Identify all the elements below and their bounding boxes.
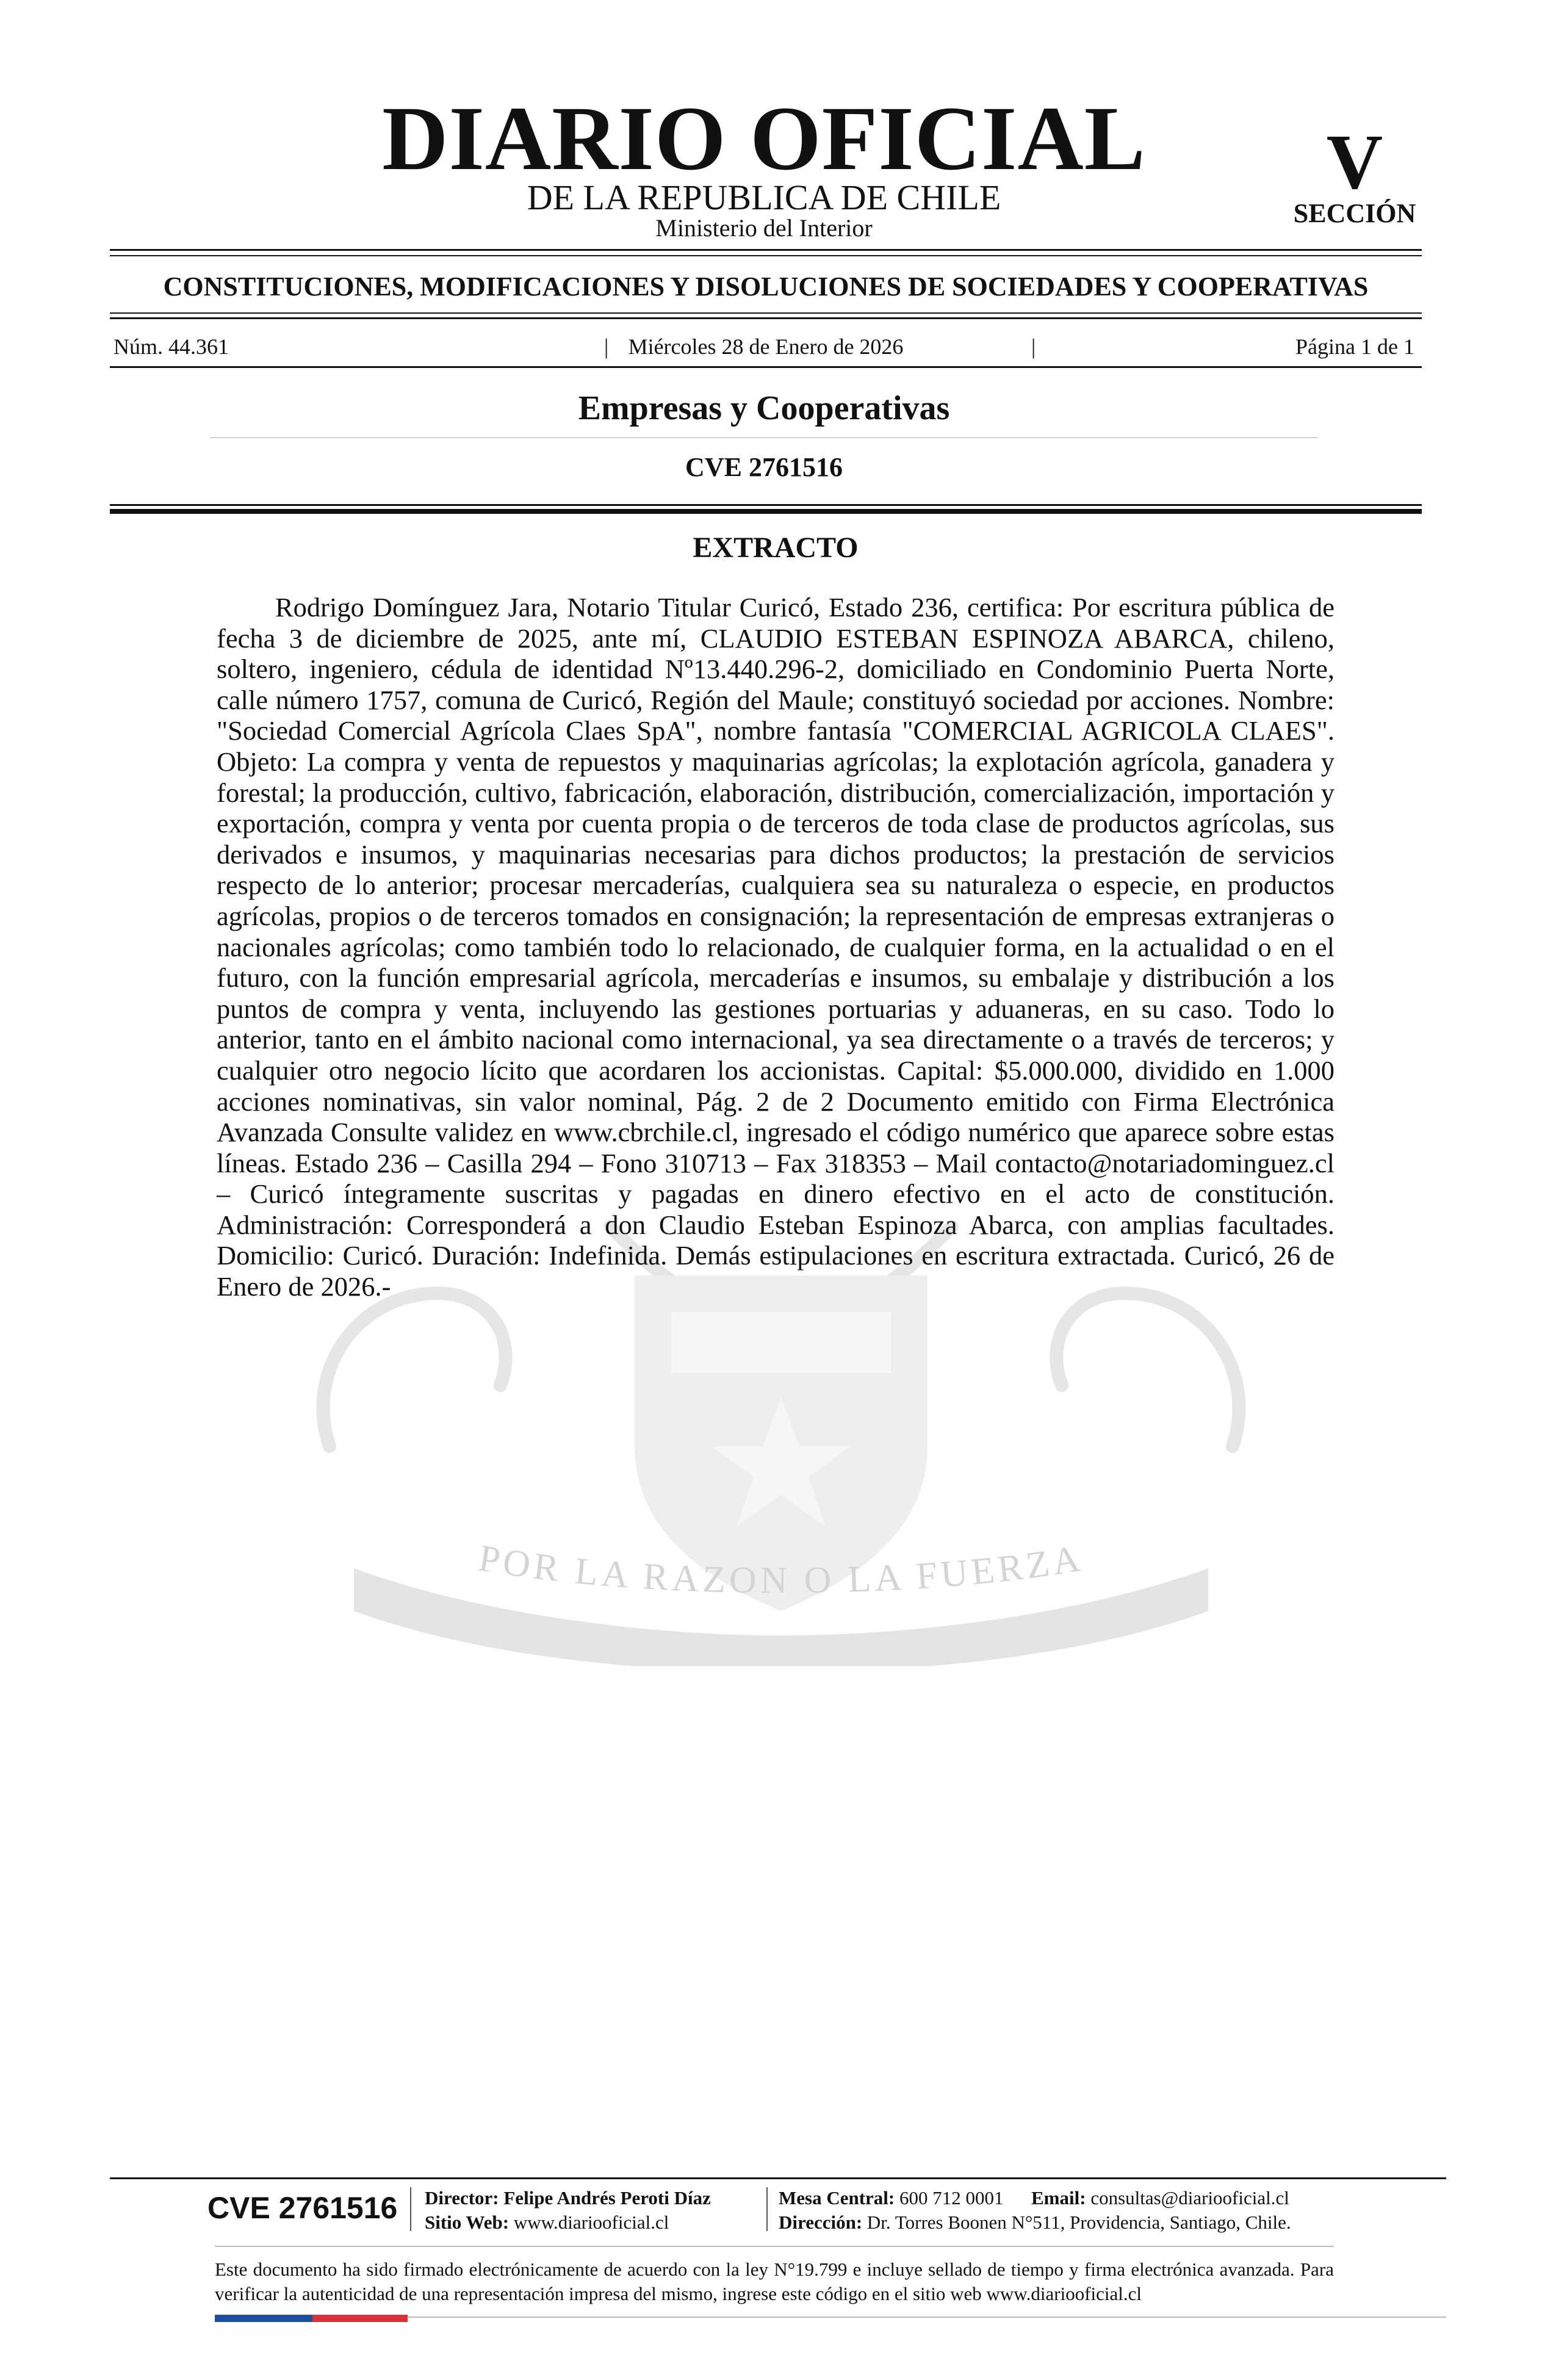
footer-director-label: Director: <box>425 2187 499 2209</box>
category-heading: CONSTITUCIONES, MODIFICACIONES Y DISOLUCIONES DE SOCIEDADES Y COOPERATIVAS <box>163 272 1369 301</box>
footer-address <box>779 2210 1291 2235</box>
footer-central-label: Mesa Central: <box>779 2187 895 2209</box>
footer-website <box>425 2210 669 2235</box>
masthead-rule <box>110 249 1422 251</box>
footer-divider <box>215 2246 1334 2247</box>
issue-page-count: Página 1 de 1 <box>1295 334 1414 359</box>
footer-separator <box>410 2187 411 2231</box>
footer-bottom-rule <box>408 2317 1446 2318</box>
header-rule-thick <box>110 509 1422 514</box>
footer-director-name: Felipe Andrés Peroti Díaz <box>503 2187 711 2209</box>
section-divider <box>210 437 1318 438</box>
footer-address-value: Dr. Torres Boonen N°511, Providencia, Santiago, Chile. <box>866 2212 1291 2233</box>
section-title: Empresas y Cooperativas <box>578 389 950 427</box>
flag-stripe-red <box>312 2315 408 2322</box>
masthead-rule-thin <box>110 255 1422 256</box>
watermark-motto: POR LA RAZON O LA FUERZA <box>475 1537 1087 1602</box>
document-title: EXTRACTO <box>693 532 859 564</box>
issue-bar <box>110 331 1422 362</box>
footer-cve-code: CVE 2761516 <box>207 2191 398 2225</box>
section-label: SECCIÓN <box>1293 198 1416 228</box>
masthead-subtitle: DE LA REPUBLICA DE CHILE <box>527 178 1001 217</box>
footer-legal-notice: Este documento ha sido firmado electrónicamente de acuerdo con la ley N°19.799 e incluye sellado de tiempo y firma electrónica avanzada. Para verificar la autenticidad de una representación impresa del mismo, ingrese este código en el sitio web www.diariooficial.cl <box>215 2259 1334 2304</box>
issue-number: Núm. 44.361 <box>113 334 229 359</box>
footer-address-label: Dirección: <box>779 2212 863 2233</box>
issue-separator: | <box>1031 334 1036 359</box>
footer-central-phone: 600 712 0001 <box>899 2187 1004 2209</box>
footer-separator <box>766 2187 768 2231</box>
cve-code: CVE 2761516 <box>685 452 843 482</box>
footer-website-link[interactable]: www.diariooficial.cl <box>513 2212 669 2233</box>
header-rule-thin <box>110 504 1422 506</box>
masthead-ministry: Ministerio del Interior <box>655 214 873 242</box>
category-rule <box>110 317 1422 319</box>
issue-date: Miércoles 28 de Enero de 2026 <box>628 334 904 359</box>
footer-email-label: Email: <box>1031 2187 1086 2209</box>
footer-email-link[interactable]: consultas@diariooficial.cl <box>1090 2187 1289 2209</box>
category-rule-thin <box>110 312 1422 314</box>
footer-rule <box>110 2177 1446 2179</box>
section-letter: V <box>1326 118 1383 205</box>
footer-website-label: Sitio Web: <box>425 2212 510 2233</box>
flag-stripe-blue <box>215 2315 312 2322</box>
footer-director <box>425 2186 711 2210</box>
document-body: Rodrigo Domínguez Jara, Notario Titular Curicó, Estado 236, certifica: Por escritura pública de fecha 3 de diciembre de 2025, ante mí, CLAUDIO ESTEBAN ESPINOZA ABARCA, chileno, soltero, ingeniero, cédula de identidad Nº13.440.296-2, domiciliado en Condominio Puerta Norte, calle número 1757, comuna de Curicó, Región del Maule; constituyó sociedad por acciones. Nombre: "Sociedad Comercial Agrícola Claes SpA", nombre fantasía "COMERCIAL AGRICOLA CLAES". Objeto: La compra y venta de repuestos y maquinarias agrícolas; la explotación agrícola, ganadera y forestal; la producción, cultivo, fabricación, elaboración, distribución, comercialización, importación y exportación, compra y venta por cuenta propia o de terceros de toda clase de productos agrícolas, sus derivados e insumos, y maquinarias necesarias para dichos productos; la prestación de servicios respecto de lo anterior; procesar mercaderías, cualquiera sea su naturaleza o especie, en productos agrícolas, propios o de terceros tomados en consignación; la representación de empresas extranjeras o nacionales agrícolas; como también todo lo relacionado, de cualquier forma, en la actualidad o en el futuro, con la función empresarial agrícola, mercaderías e insumos, su embalaje y distribución a los puntos de compra y venta, incluyendo las gestiones portuarias y aduaneras, en su caso. Todo lo anterior, tanto en el ámbito nacional como internacional, ya sea directamente o a través de terceros; y cualquier otro negocio lícito que acordaren los accionistas. Capital: $5.000.000, dividido en 1.000 acciones nominativas, sin valor nominal, Pág. 2 de 2 Documento emitido con Firma Electrónica Avanzada Consulte validez en www.cbrchile.cl, ingresado el código numérico que aparece sobre estas líneas. Estado 236 – Casilla 294 – Fono 310713 – Fax 318353 – Mail contacto@notariadominguez.cl – Curicó íntegramente suscritas y pagadas en dinero efectivo en el acto de constitución. Administración: Corresponderá a don Claudio Esteban Espinoza Abarca, con amplias facultades. Domicilio: Curicó. Duración: Indefinida. Demás estipulaciones en escritura extractada. Curicó, 26 de Enero de 2026.- <box>217 592 1334 1302</box>
issue-separator: | <box>604 334 609 359</box>
footer-contact <box>779 2186 1289 2210</box>
issue-rule <box>110 366 1422 368</box>
masthead-title: DIARIO OFICIAL <box>382 88 1146 189</box>
